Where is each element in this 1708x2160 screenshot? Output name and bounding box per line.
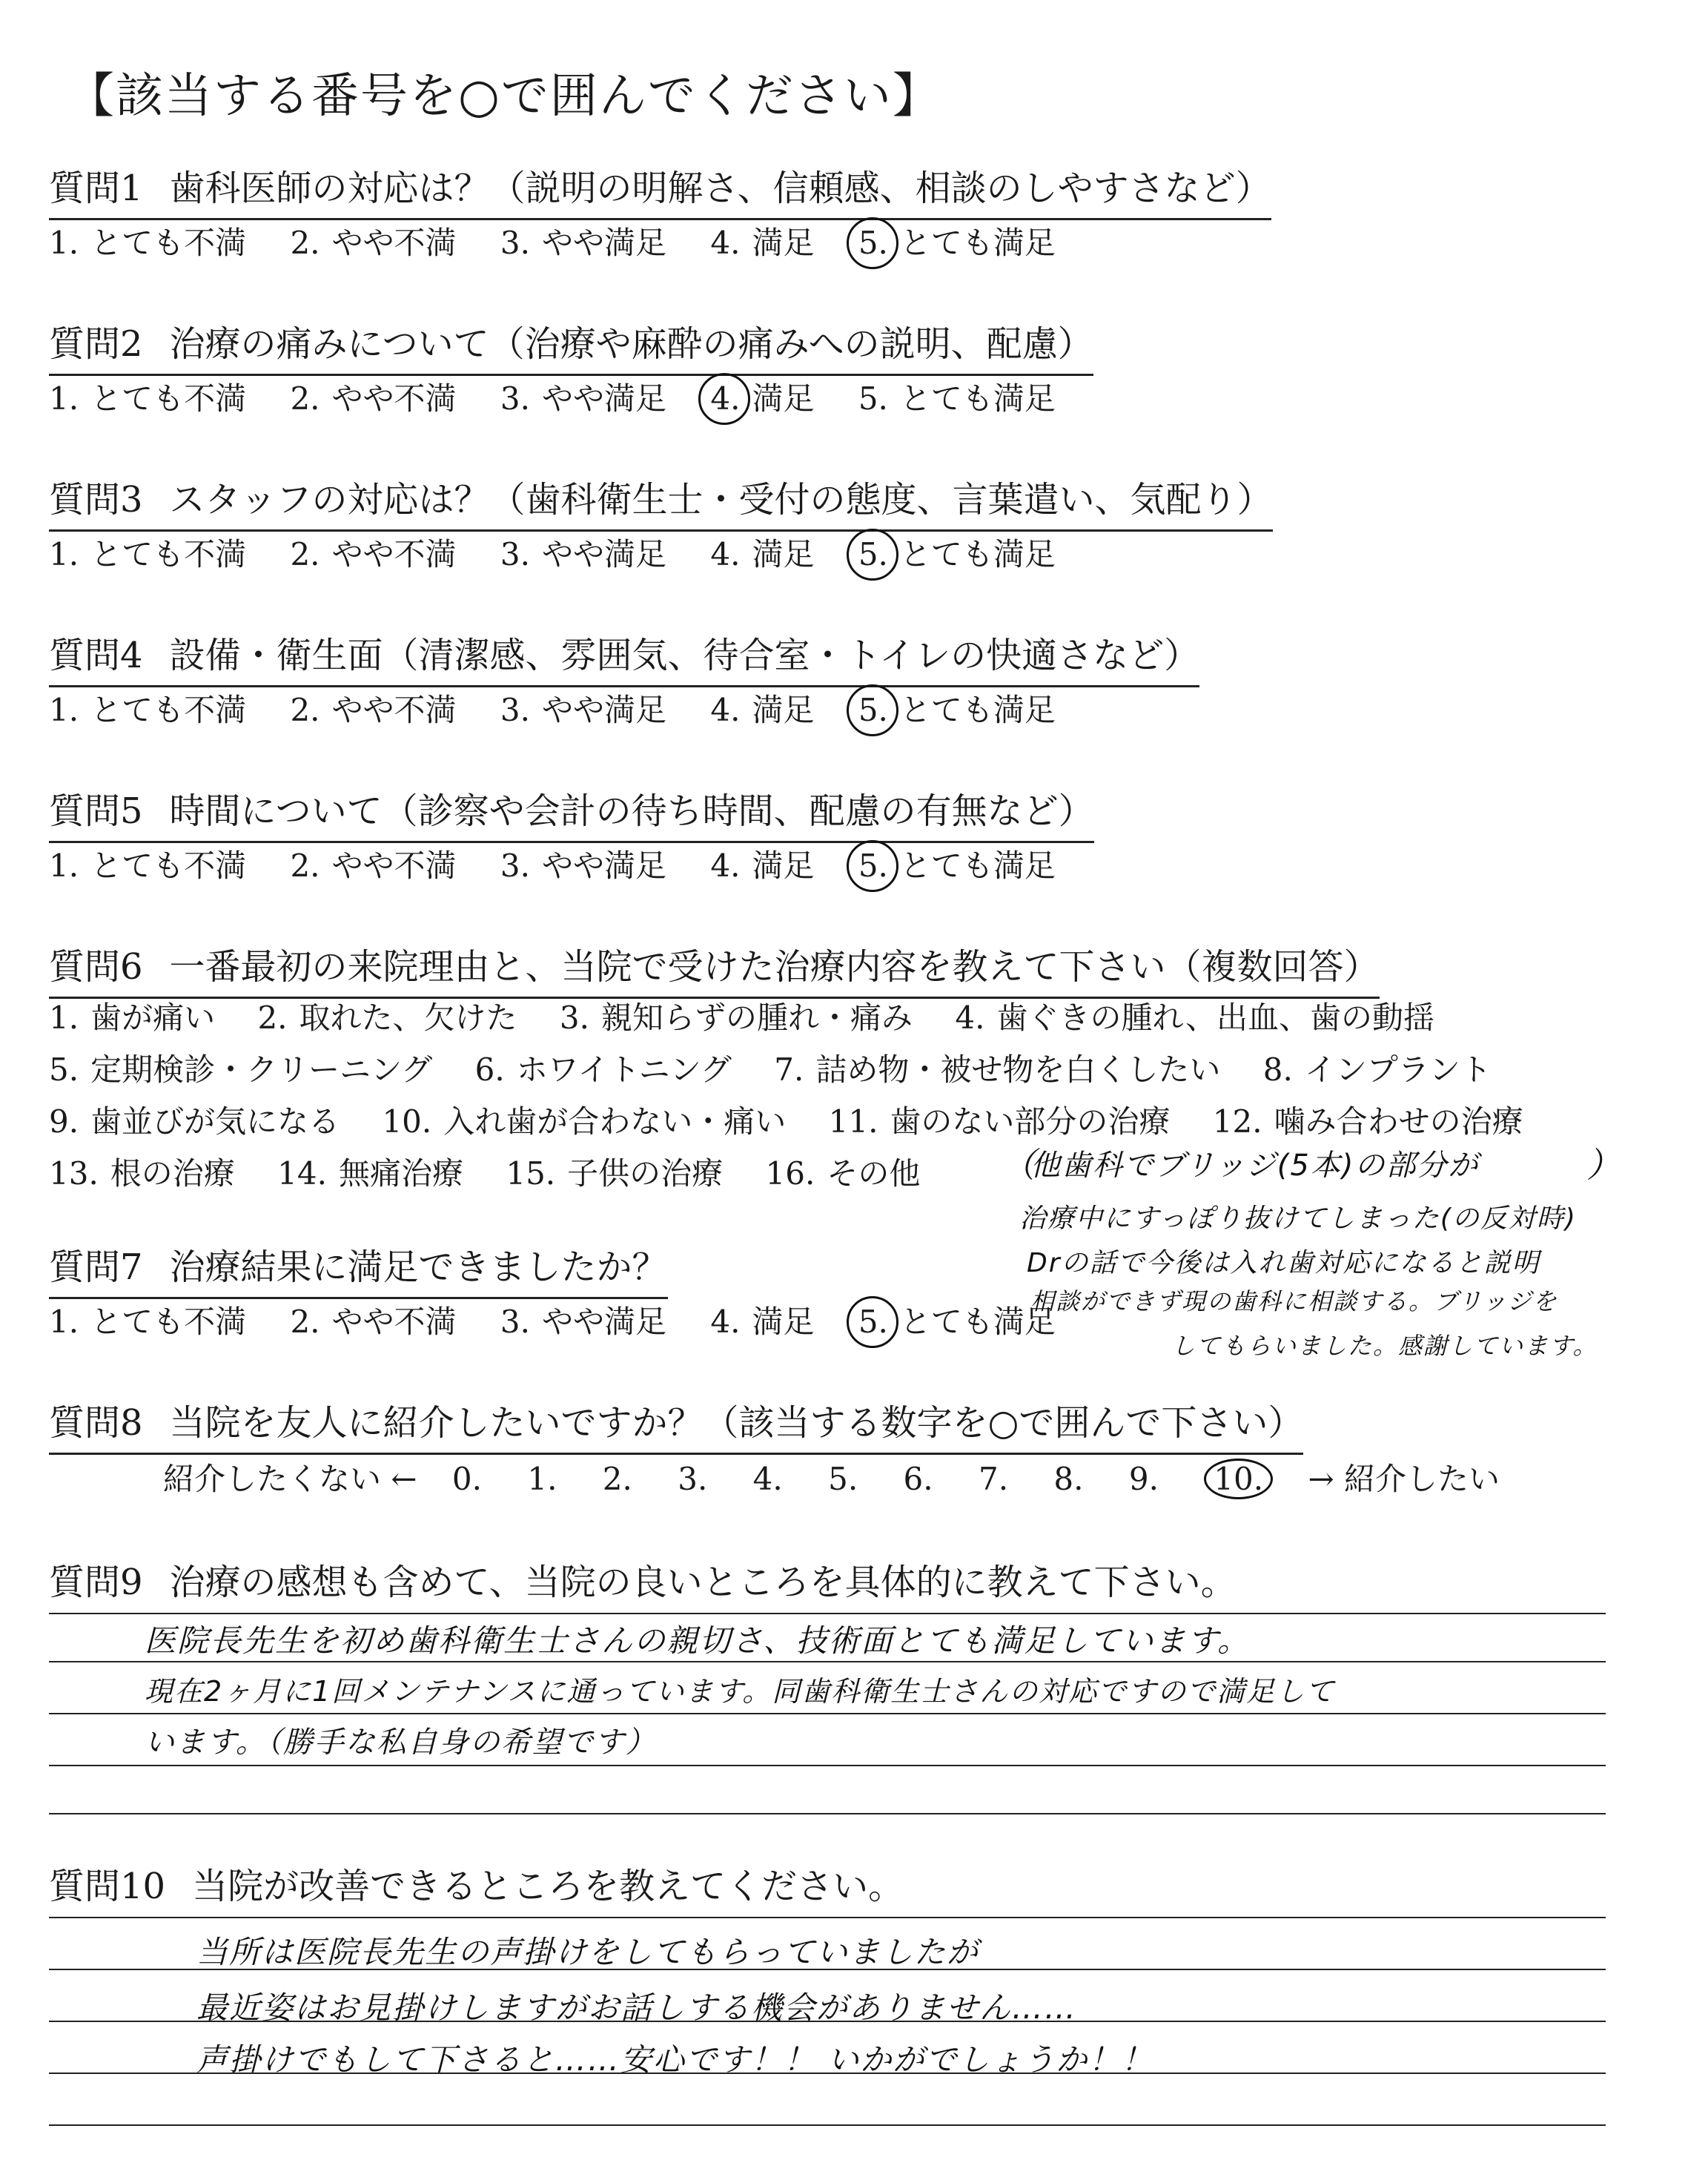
other-handwritten-line-4: 相談ができず現の歯科に相談する。ブリッジを [1030,1287,1558,1315]
option-8[interactable]: 8. インプラント [1262,1051,1492,1088]
question-text: 治療の感想も含めて、当院の良いところを具体的に教えて下さい。 [169,1562,1237,1603]
option-2[interactable]: 2. やや不満 [290,536,457,572]
scale-5[interactable]: 5. [828,1461,858,1497]
option-5[interactable]: 5. 定期検診・クリーニング [49,1051,433,1088]
question-5-options [49,842,1090,886]
answer-line [49,1713,1606,1714]
option-3[interactable]: 3. やや満足 [500,225,666,261]
question-10-title [49,1857,904,1916]
question-number: 質問9 [49,1562,143,1603]
option-5[interactable]: 5. とても満足 [858,380,1056,417]
option-3[interactable]: 3. やや満足 [500,380,666,417]
option-3[interactable]: 3. やや満足 [500,536,666,572]
answer-line [49,1613,1606,1614]
question-text: 当院が改善できるところを教えてください。 [192,1866,904,1907]
option-5-circled[interactable]: 5. とても満足 [858,848,1056,884]
option-5-circled[interactable]: 5. とても満足 [858,536,1056,572]
question-text: 一番最初の来院理由と、当院で受けた治療内容を教えて下さい（複数回答） [169,946,1380,988]
option-12[interactable]: 12. 噛み合わせの治療 [1212,1103,1523,1140]
option-4[interactable]: 4. 満足 [710,536,815,572]
question-number: 質問4 [49,635,143,676]
question-9-title [49,1553,1237,1612]
question-text: 治療の痛みについて（治療や麻酔の痛みへの説明、配慮） [169,323,1093,365]
question-number: 質問6 [49,946,143,988]
scale-left-label: 紹介したくない ← [163,1461,417,1497]
option-9[interactable]: 9. 歯並びが気になる [49,1103,340,1140]
option-2[interactable]: 2. やや不満 [290,380,457,417]
page-title: 【該当する番号を○で囲んでください】 [67,69,941,124]
question-text: 治療結果に満足できましたか？ [169,1246,668,1288]
option-1[interactable]: 1. とても不満 [49,848,247,884]
option-13[interactable]: 13. 根の治療 [49,1155,235,1192]
option-4[interactable]: 4. 満足 [710,692,815,728]
question-number: 質問8 [49,1402,143,1444]
option-2[interactable]: 2. 取れた、欠けた [257,1000,517,1036]
other-handwritten-line-3: Drの話で今後は入れ歯対応になると説明 [1027,1248,1540,1278]
question-number: 質問1 [49,168,143,209]
other-handwritten-line-1: 他歯科でブリッジ(5本)の部分が [1030,1149,1480,1183]
option-4[interactable]: 4. 歯ぐきの腫れ、出血、歯の動揺 [955,1000,1434,1036]
other-close-paren: ） [1586,1145,1622,1185]
option-11[interactable]: 11. 歯のない部分の治療 [828,1103,1171,1140]
question-number: 質問3 [49,479,143,521]
question-8-title [49,1394,1303,1455]
option-2[interactable]: 2. やや不満 [290,848,457,884]
option-1[interactable]: 1. とても不満 [49,1304,247,1340]
scale-7[interactable]: 7. [978,1461,1009,1497]
scale-9[interactable]: 9. [1128,1461,1159,1497]
option-5-circled[interactable]: 5. とても満足 [858,1304,1056,1340]
other-handwritten-line-5: してもらいました。感謝しています。 [1171,1332,1598,1360]
option-5-circled[interactable]: 5. とても満足 [858,692,1056,728]
option-1[interactable]: 1. とても不満 [49,692,247,728]
option-1[interactable]: 1. 歯が痛い [49,1000,216,1036]
question-number: 質問5 [49,790,143,832]
recommend-scale [156,1455,1507,1499]
scale-4[interactable]: 4. [752,1461,783,1497]
option-3[interactable]: 3. やや満足 [500,848,666,884]
question-number: 質問7 [49,1246,143,1288]
scale-1[interactable]: 1. [527,1461,557,1497]
q10-answer-line-2: 最近姿はお見掛けしますがお話しする機会がありません…… [196,1989,1078,2026]
answer-line [49,1661,1606,1662]
question-number: 質問2 [49,323,143,365]
scale-6[interactable]: 6. [903,1461,933,1497]
question-1-options [49,219,1090,263]
option-15[interactable]: 15. 子供の治療 [506,1155,724,1192]
option-4-circled[interactable]: 4. 満足 [710,380,815,417]
option-4[interactable]: 4. 満足 [710,848,815,884]
answer-line [49,2124,1606,2126]
question-3-title [49,471,1273,532]
option-1[interactable]: 1. とても不満 [49,536,247,572]
q10-answer-line-1: 当所は医院長先生の声掛けをしてもらっていましたが [196,1934,980,1970]
other-open-paren: （ [1001,1145,1036,1185]
answer-line [49,1917,1606,1918]
question-2-options [49,374,1090,419]
question-6-options-row-3 [49,1097,1556,1142]
option-14[interactable]: 14. 無痛治療 [277,1155,463,1192]
question-4-options [49,686,1090,730]
scale-10-circled[interactable]: 10. [1204,1459,1273,1499]
question-text: 歯科医師の対応は？（説明の明解さ、信頼感、相談のしやすさなど） [169,168,1271,209]
question-1-title [49,159,1271,220]
question-4-title [49,627,1199,687]
question-6-options-row-2 [49,1046,1524,1090]
option-5-circled[interactable]: 5. とても満足 [858,225,1056,261]
scale-3[interactable]: 3. [678,1461,708,1497]
scale-2[interactable]: 2. [602,1461,632,1497]
option-3[interactable]: 3. やや満足 [500,692,666,728]
question-2-title [49,315,1093,376]
option-7[interactable]: 7. 詰め物・被せ物を白くしたい [774,1051,1221,1088]
answer-line [49,1765,1606,1766]
scale-right-label: → 紹介したい [1308,1461,1500,1497]
option-1[interactable]: 1. とても不満 [49,225,247,261]
question-number: 質問10 [49,1866,166,1907]
option-2[interactable]: 2. やや不満 [290,1304,457,1340]
question-text: スタッフの対応は？（歯科衛生士・受付の態度、言葉遣い、気配り） [169,479,1273,521]
option-6[interactable]: 6. ホワイトニング [474,1051,732,1088]
question-text: 設備・衛生面（清潔感、雰囲気、待合室・トイレの快適さなど） [169,635,1200,676]
option-4[interactable]: 4. 満足 [710,1304,815,1340]
question-text: 当院を友人に紹介したいですか？（該当する数字を○で囲んで下さい） [169,1402,1304,1444]
scale-8[interactable]: 8. [1053,1461,1084,1497]
question-7-title [49,1238,668,1299]
question-3-options [49,530,1090,575]
q9-answer-line-2: 現在2ヶ月に1回メンテナンスに通っています。同歯科衛生士さんの対応ですので満足して [145,1675,1336,1708]
option-3[interactable]: 3. 親知らずの腫れ・痛み [559,1000,913,1036]
scale-0[interactable]: 0. [451,1461,482,1497]
question-6-options-row-4 [49,1149,953,1194]
option-10[interactable]: 10. 入れ歯が合わない・痛い [382,1103,787,1140]
option-4[interactable]: 4. 満足 [710,225,815,261]
question-7-options [49,1298,1090,1342]
option-1[interactable]: 1. とても不満 [49,380,247,417]
other-handwritten-line-2: 治療中にすっぽり抜けてしまった(の反対時) [1019,1203,1577,1234]
question-6-title [49,938,1380,999]
option-2[interactable]: 2. やや不満 [290,225,457,261]
answer-line [49,1813,1606,1814]
question-text: 時間について（診察や会計の待ち時間、配慮の有無など） [169,790,1094,832]
option-3[interactable]: 3. やや満足 [500,1304,666,1340]
q9-answer-line-1: 医院長先生を初め歯科衛生士さんの親切さ、技術面とても満足しています。 [145,1622,1250,1659]
q9-answer-line-3: います。（勝手な私自身の希望です） [145,1725,657,1760]
question-6-options-row-1 [49,994,1467,1038]
q10-answer-line-3: 声掛けでもして下さると……安心です！！ いかがでしょうか！！ [196,2041,1154,2078]
question-5-title [49,782,1094,843]
option-16[interactable]: 16. その他 [765,1155,921,1192]
option-2[interactable]: 2. やや不満 [290,692,457,728]
